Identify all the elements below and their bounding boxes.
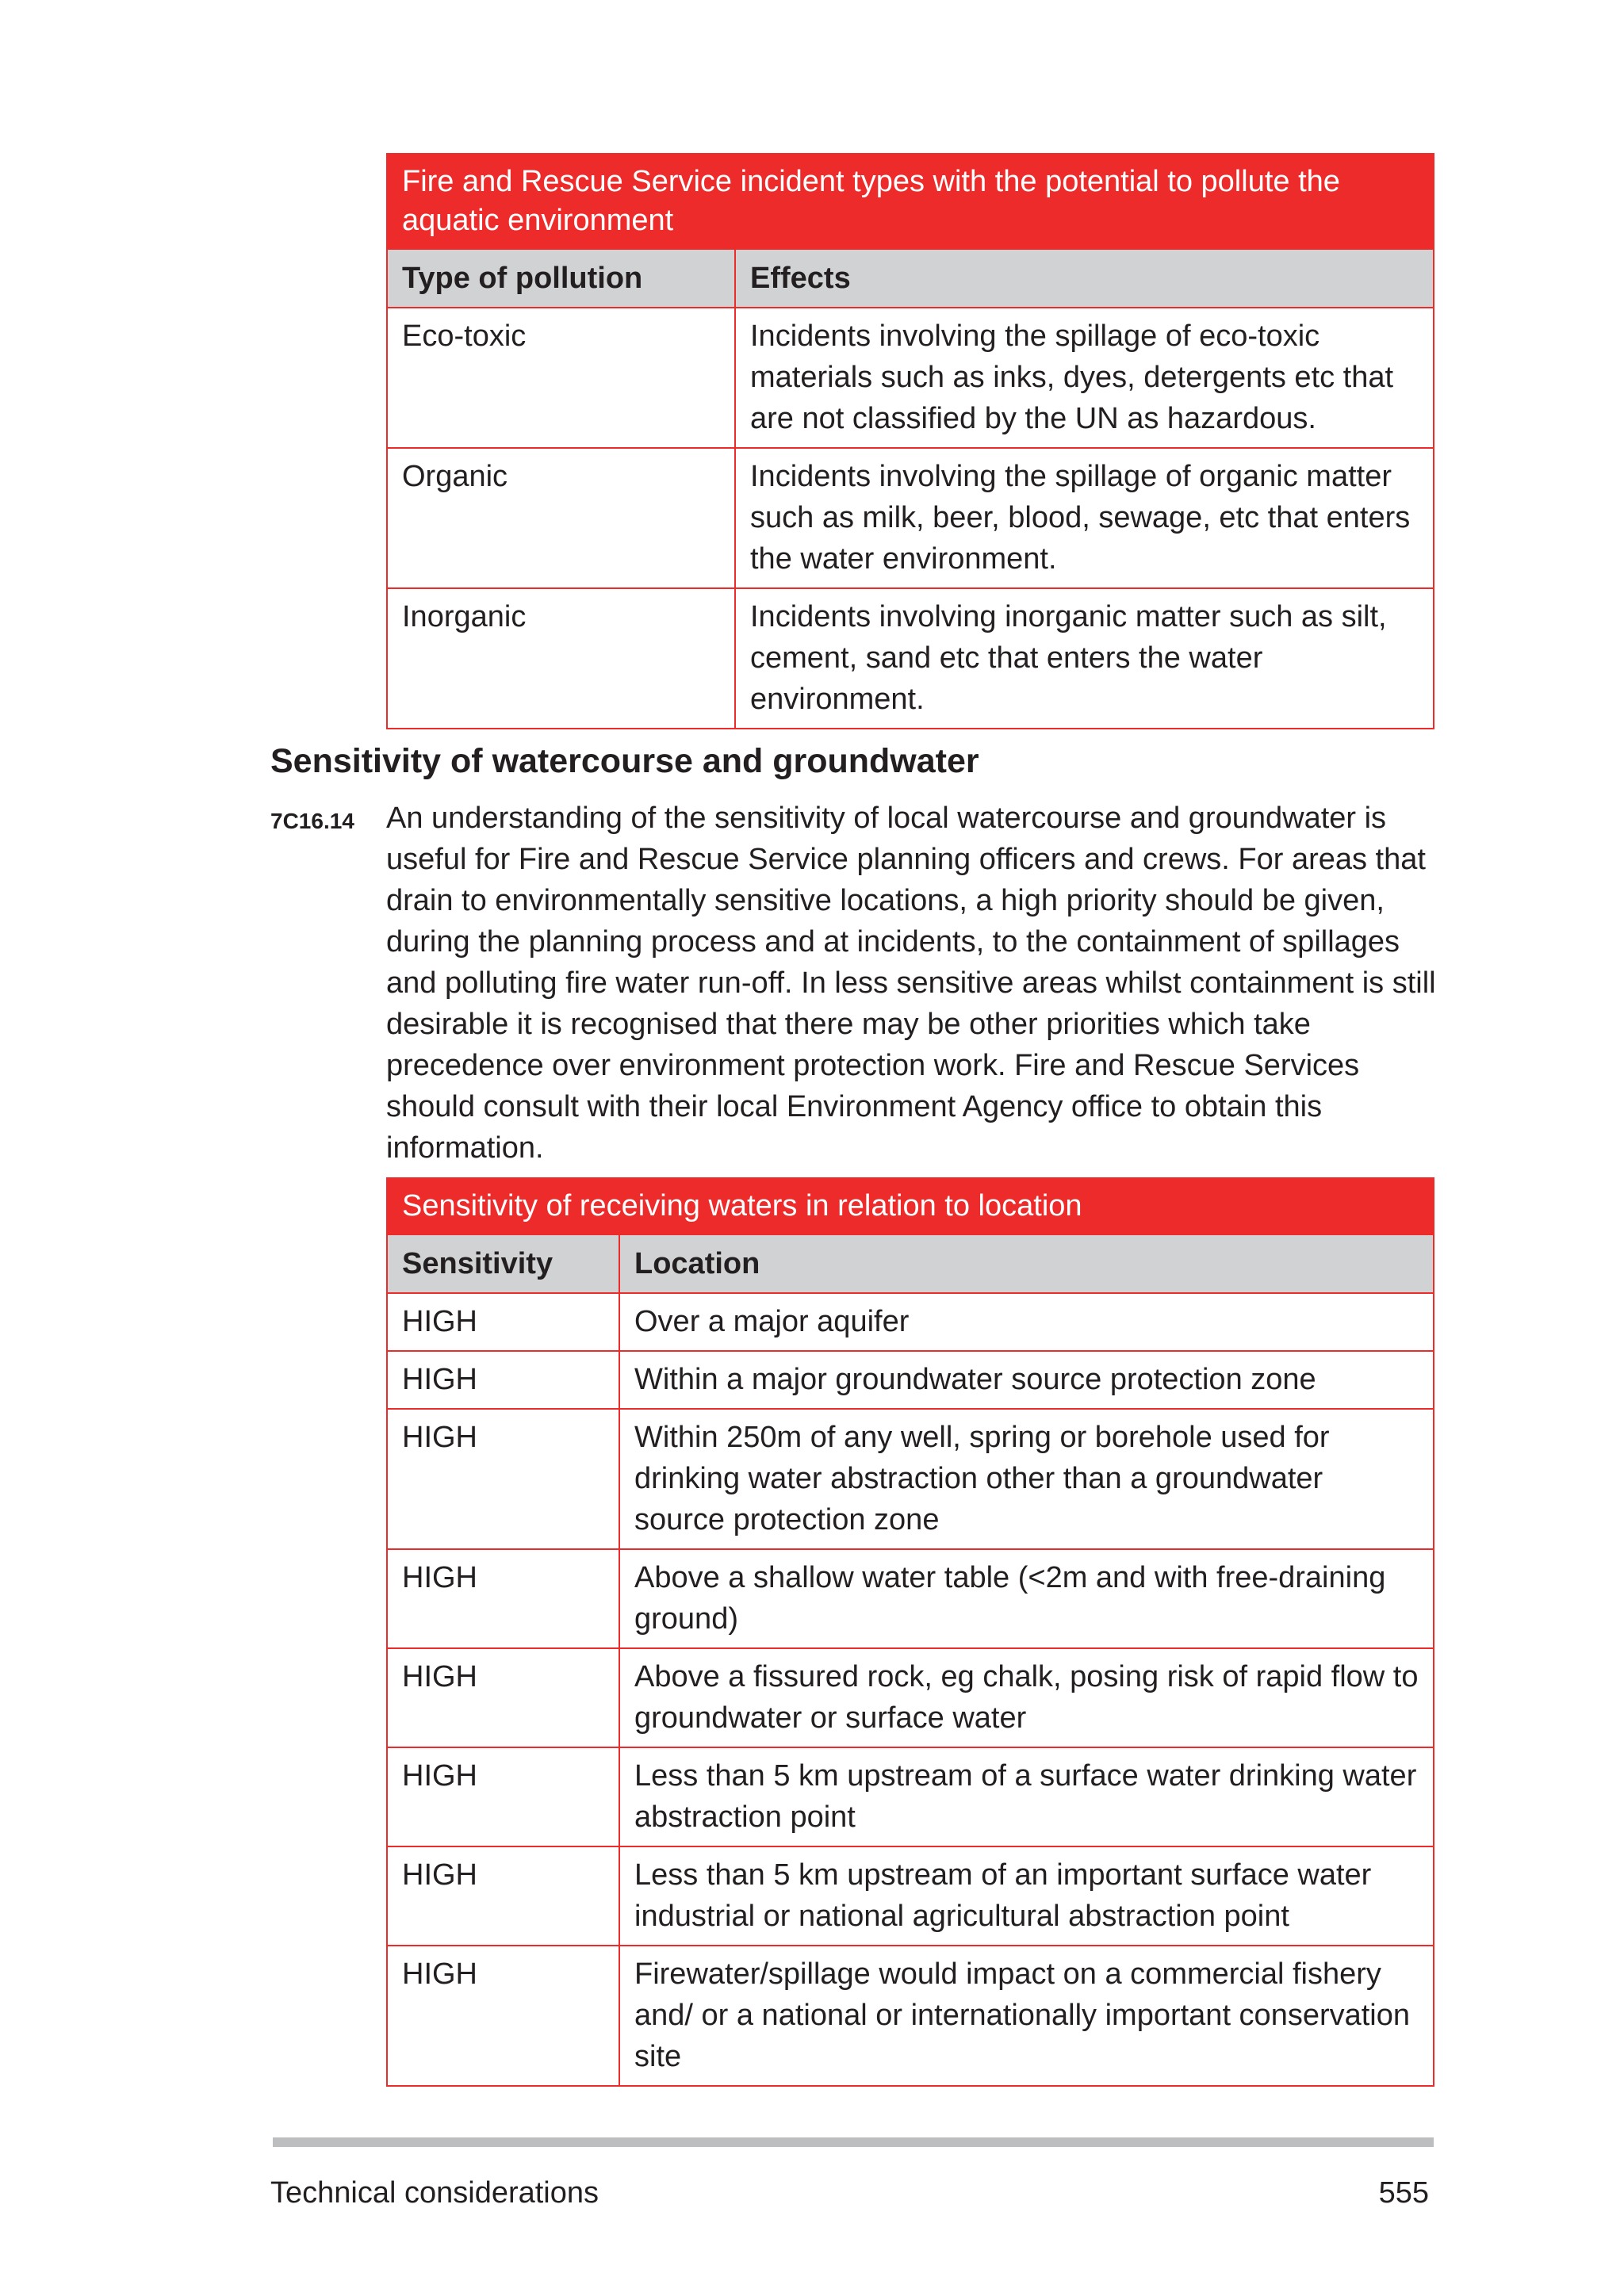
footer-divider <box>273 2137 1434 2147</box>
sensitivity-cell: HIGH <box>387 1747 619 1846</box>
location-cell: Less than 5 km upstream of a surface water drinking water abstraction point <box>619 1747 1434 1846</box>
location-cell: Less than 5 km upstream of an important surface water industrial or national agricultural abstraction point <box>619 1846 1434 1946</box>
table-title-row <box>387 154 1434 249</box>
table-title: Sensitivity of receiving waters in relation to location <box>387 1178 1434 1234</box>
table-row <box>387 1946 1434 2086</box>
table-row <box>387 1648 1434 1747</box>
effects-cell: Incidents involving the spillage of eco-toxic materials such as inks, dyes, detergents etc that are not classified by the UN as hazardous. <box>735 308 1434 448</box>
table-header-row <box>387 1234 1434 1293</box>
location-cell: Over a major aquifer <box>619 1293 1434 1351</box>
table-row <box>387 1846 1434 1946</box>
table-header-row <box>387 249 1434 308</box>
effects-cell: Incidents involving inorganic matter such as silt, cement, sand etc that enters the water environment. <box>735 588 1434 729</box>
column-header-effects: Effects <box>735 249 1434 308</box>
sensitivity-cell: HIGH <box>387 1293 619 1351</box>
table-row <box>387 1351 1434 1409</box>
pollution-incident-types-table <box>386 153 1434 729</box>
table-row <box>387 1747 1434 1846</box>
location-cell: Firewater/spillage would impact on a commercial fishery and/ or a national or internationally important conservation site <box>619 1946 1434 2086</box>
paragraph-number: 7C16.14 <box>270 809 354 833</box>
section-heading: Sensitivity of watercourse and groundwater <box>270 742 979 780</box>
table-title-row <box>387 1178 1434 1234</box>
location-cell: Within a major groundwater source protection zone <box>619 1351 1434 1409</box>
table-title: Fire and Rescue Service incident types with the potential to pollute the aquatic environment <box>387 154 1434 249</box>
sensitivity-cell: HIGH <box>387 1648 619 1747</box>
sensitivity-cell: HIGH <box>387 1549 619 1648</box>
column-header-location: Location <box>619 1234 1434 1293</box>
sensitivity-cell: HIGH <box>387 1846 619 1946</box>
table-row <box>387 1293 1434 1351</box>
location-cell: Within 250m of any well, spring or borehole used for drinking water abstraction other than a groundwater source protection zone <box>619 1409 1434 1549</box>
table-row <box>387 1549 1434 1648</box>
pollution-type-cell: Inorganic <box>387 588 735 729</box>
pollution-type-cell: Eco-toxic <box>387 308 735 448</box>
page-number: 555 <box>1378 2176 1429 2210</box>
pollution-type-cell: Organic <box>387 448 735 588</box>
sensitivity-receiving-waters-table <box>386 1177 1434 2087</box>
table-row <box>387 448 1434 588</box>
column-header-type-of-pollution: Type of pollution <box>387 249 735 308</box>
table-row <box>387 308 1434 448</box>
table-row <box>387 1409 1434 1549</box>
column-header-sensitivity: Sensitivity <box>387 1234 619 1293</box>
location-cell: Above a fissured rock, eg chalk, posing risk of rapid flow to groundwater or surface water <box>619 1648 1434 1747</box>
location-cell: Above a shallow water table (<2m and with free-draining ground) <box>619 1549 1434 1648</box>
sensitivity-cell: HIGH <box>387 1351 619 1409</box>
table-row <box>387 588 1434 729</box>
sensitivity-cell: HIGH <box>387 1946 619 2086</box>
paragraph-text: An understanding of the sensitivity of local watercourse and groundwater is useful for Fire and Rescue Service planning officers and crews. For areas that drain to environmentally sensitive locations, a high priority should be given, during the planning process and at incidents, to the containment of spillages and polluting fire water run-off. In less sensitive areas whilst containment is still desirable it is recognised that there may be other priorities which take precedence over environment protection work. Fire and Rescue Services should consult with their local Environment Agency office to obtain this information. <box>386 802 1436 1165</box>
sensitivity-cell: HIGH <box>387 1409 619 1549</box>
footer-section-name: Technical considerations <box>270 2176 599 2210</box>
effects-cell: Incidents involving the spillage of organic matter such as milk, beer, blood, sewage, etc that enters the water environment. <box>735 448 1434 588</box>
